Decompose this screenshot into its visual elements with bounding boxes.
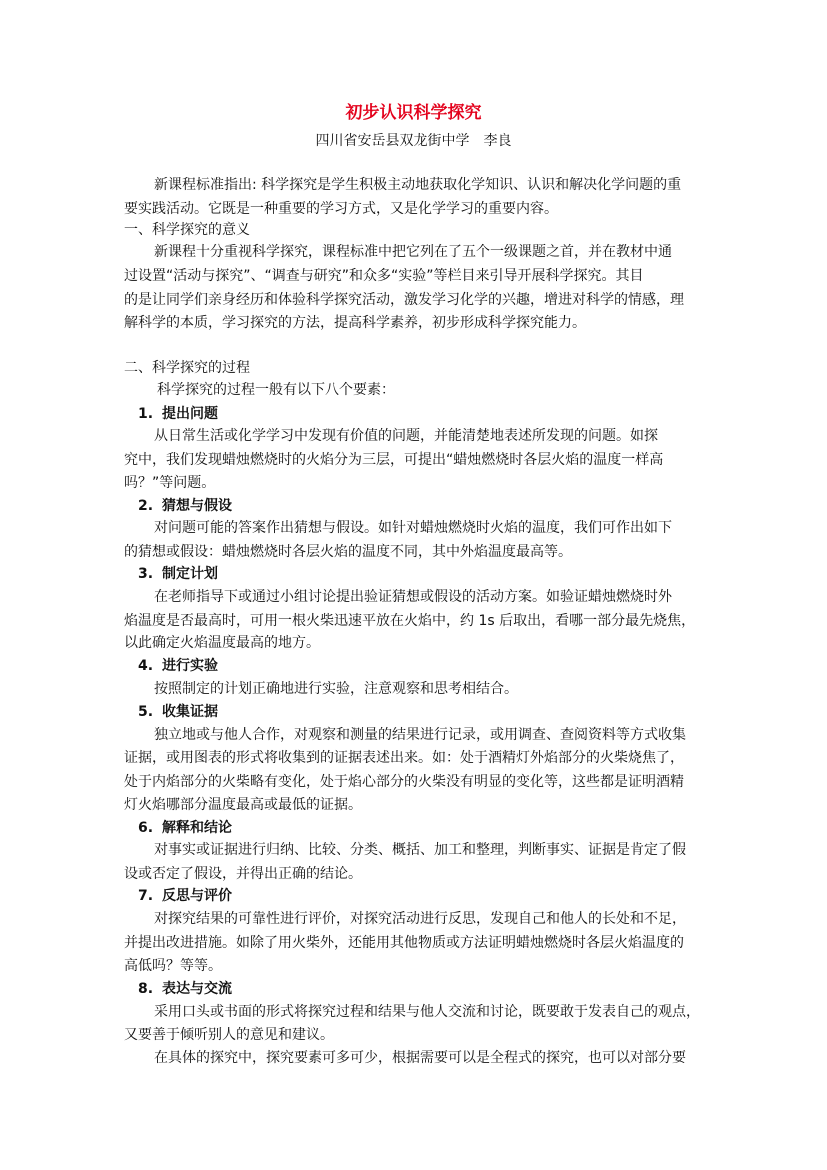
paragraph-line: 对探究结果的可靠性进行评价，对探究活动进行反思，发现自己和他人的长处和不足， xyxy=(154,911,686,927)
step-label: 提出问题 xyxy=(162,406,218,422)
paragraph-line: 新课程十分重视科学探究，课程标准中把它列在了五个一级课题之首，并在教材中通 xyxy=(154,244,672,260)
paragraph-line: 并提出改进措施。如除了用火柴外，还能用其他物质或方法证明蜡烛燃烧时各层火焰温度的 xyxy=(124,935,684,951)
step-label: 反思与评价 xyxy=(162,888,232,904)
doc-author: 四川省安岳县双龙街中学 李良 xyxy=(315,133,512,149)
step-number: 8. xyxy=(138,981,154,997)
paragraph-line: 从日常生活或化学学习中发现有价值的问题，并能清楚地表述所发现的问题。如探 xyxy=(154,428,658,444)
step-heading xyxy=(138,564,218,584)
paragraph-line: 独立地或与他人合作，对观察和测量的结果进行记录，或用调查、查阅资料等方式收集 xyxy=(154,727,686,743)
step-heading xyxy=(138,886,232,906)
paragraph-line: 要实践活动。它既是一种重要的学习方式，又是化学学习的重要内容。 xyxy=(124,201,558,217)
paragraph-line: 焰温度是否最高时，可用一根火柴迅速平放在火焰中，约 1s 后取出，看哪一部分最先烧焦， xyxy=(124,613,696,629)
paragraph-line: 对事实或证据进行归纳、比较、分类、概括、加工和整理，判断事实、证据是肯定了假 xyxy=(154,842,686,858)
paragraph-line: 究中，我们发现蜡烛燃烧时的火焰分为三层，可提出“蜡烛燃烧时各层火焰的温度一样高 xyxy=(124,452,664,468)
step-heading xyxy=(138,404,218,424)
paragraph-line: 在具体的探究中，探究要素可多可少，根据需要可以是全程式的探究，也可以对部分要 xyxy=(154,1050,686,1066)
paragraph-line: 又要善于倾听别人的意见和建议。 xyxy=(124,1027,334,1043)
step-heading xyxy=(138,496,232,516)
section-heading: 一、科学探究的意义 xyxy=(124,222,250,238)
step-label: 猜想与假设 xyxy=(162,498,232,514)
paragraph-line: 科学探究的过程一般有以下八个要素： xyxy=(157,382,395,398)
step-number: 2. xyxy=(138,498,154,514)
paragraph-line: 的猜想或假设：蜡烛燃烧时各层火焰的温度不同，其中外焰温度最高等。 xyxy=(124,544,572,560)
paragraph-line: 按照制定的计划正确地进行实验，注意观察和思考相结合。 xyxy=(154,681,518,697)
step-number: 6. xyxy=(138,820,154,836)
paragraph-line: 解科学的本质，学习探究的方法，提高科学素养，初步形成科学探究能力。 xyxy=(124,315,586,331)
step-number: 4. xyxy=(138,658,154,674)
step-label: 制定计划 xyxy=(162,566,218,582)
step-number: 1. xyxy=(138,406,154,422)
paragraph-line: 过设置“活动与探究”、“调查与研究”和众多“实验”等栏目来引导开展科学探究。其目 xyxy=(124,268,644,284)
paragraph-line: 吗？”等问题。 xyxy=(124,475,216,491)
paragraph-line: 设或否定了假设，并得出正确的结论。 xyxy=(124,866,362,882)
paragraph-line: 证据，或用图表的形式将收集到的证据表述出来。如：处于酒精灯外焰部分的火柴烧焦了， xyxy=(124,750,684,766)
paragraph-line: 高低吗？等等。 xyxy=(124,958,222,974)
paragraph-line: 采用口头或书面的形式将探究过程和结果与他人交流和讨论，既要敢于发表自己的观点， xyxy=(154,1004,700,1020)
paragraph-line: 以此确定火焰温度最高的地方。 xyxy=(124,635,320,651)
step-number: 7. xyxy=(138,888,154,904)
step-label: 收集证据 xyxy=(162,704,218,720)
paragraph-line: 在老师指导下或通过小组讨论提出验证猜想或假设的活动方案。如验证蜡烛燃烧时外 xyxy=(154,589,672,605)
paragraph-line: 的是让同学们亲身经历和体验科学探究活动，激发学习化学的兴趣，增进对科学的情感，理 xyxy=(124,292,684,308)
paragraph-line: 对问题可能的答案作出猜想与假设。如针对蜡烛燃烧时火焰的温度，我们可作出如下 xyxy=(154,520,672,536)
paragraph-line: 灯火焰哪部分温度最高或最低的证据。 xyxy=(124,797,362,813)
step-heading xyxy=(138,979,232,999)
step-label: 解释和结论 xyxy=(162,820,232,836)
step-number: 3. xyxy=(138,566,154,582)
doc-title: 初步认识科学探究 xyxy=(345,103,482,123)
step-label: 表达与交流 xyxy=(162,981,232,997)
step-heading xyxy=(138,702,218,722)
step-label: 进行实验 xyxy=(162,658,218,674)
step-heading xyxy=(138,818,232,838)
paragraph-line: 新课程标准指出: 科学探究是学生积极主动地获取化学知识、认识和解决化学问题的重 xyxy=(154,177,682,193)
step-heading xyxy=(138,656,218,676)
step-number: 5. xyxy=(138,704,154,720)
section-heading: 二、科学探究的过程 xyxy=(124,360,250,376)
paragraph-line: 处于内焰部分的火柴略有变化，处于焰心部分的火柴没有明显的变化等，这些都是证明酒精 xyxy=(124,774,684,790)
